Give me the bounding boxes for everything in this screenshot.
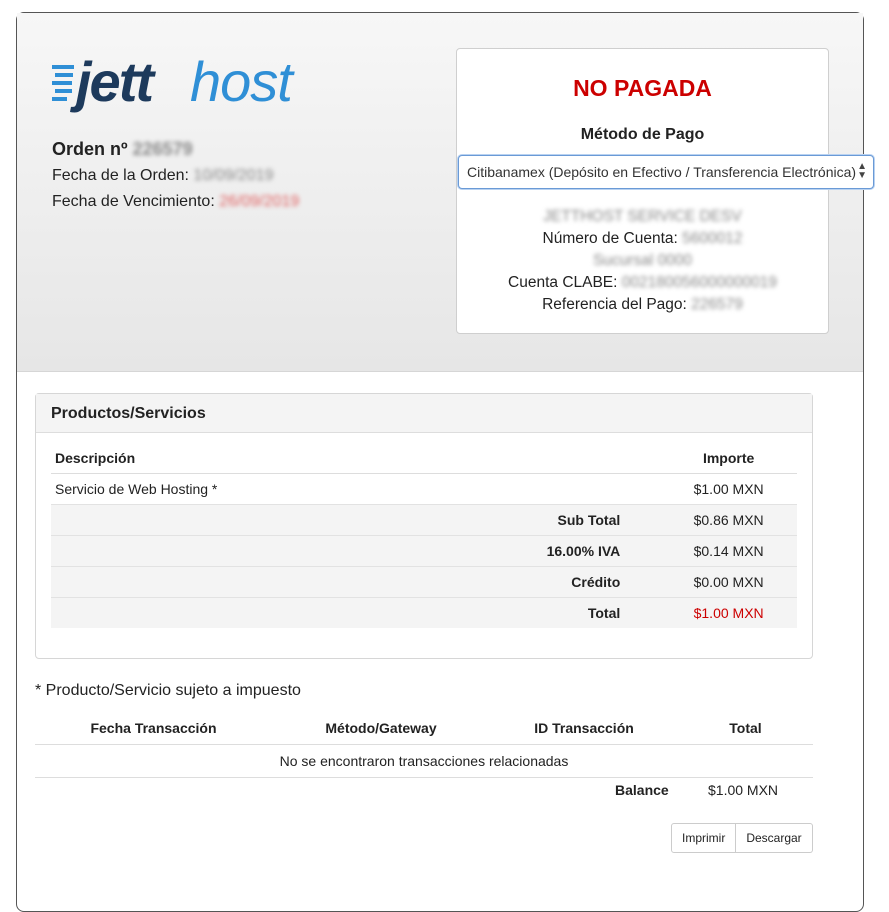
table-row [51,474,797,505]
invoice-header [17,13,867,372]
balance-label: Balance [615,782,669,798]
payment-method-label: Método de Pago [580,126,705,143]
products-table [51,443,797,628]
tx-method-header: Método/Gateway [272,712,490,745]
credit-value: $0.00 MXN [660,567,797,598]
tx-total-header: Total [678,712,813,745]
tax-note: * Producto/Servicio sujeto a impuesto [35,682,301,699]
total-label: Total [51,598,660,629]
due-date-label: Fecha de Vencimiento: [52,193,215,210]
products-table-header [51,443,797,474]
account-label: Número de Cuenta: [542,230,678,247]
order-date-value: 10/09/2019 [193,167,274,184]
item-amount: $1.00 MXN [660,474,797,505]
transactions-header [35,712,813,745]
tax-value: $0.14 MXN [660,536,797,567]
payment-status: NO PAGADA [573,75,712,101]
order-date [52,167,299,185]
total-value: $1.00 MXN [660,598,797,629]
order-number-label: Orden nº [52,139,128,159]
tx-id-header: ID Transacción [490,712,678,745]
payment-method-select[interactable] [458,155,874,189]
tax-row [51,536,797,567]
clabe-value: 002180056000000019 [621,274,777,291]
tax-label: 16.00% IVA [51,536,660,567]
table-row [35,745,813,778]
logo-speed-lines-icon [52,65,74,101]
tx-empty-message: No se encontraron transacciones relacionadas [35,745,813,778]
transactions-table [35,712,813,778]
svg-text:jett: jett [76,50,152,113]
payment-box [456,48,867,334]
order-info [52,139,299,219]
products-panel [35,393,813,659]
products-panel-title: Productos/Servicios [36,394,812,433]
credit-label: Crédito [51,567,660,598]
print-button[interactable]: Imprimir [671,823,736,853]
total-row [51,598,797,629]
reference-value: 226579 [691,296,743,313]
tx-date-header: Fecha Transacción [35,712,272,745]
item-description: Servicio de Web Hosting * [51,474,660,505]
order-due-date [52,193,299,211]
bank-details [457,206,828,316]
balance-value: $1.00 MXN [708,782,779,798]
order-number-value: 226579 [132,139,193,159]
subtotal-label: Sub Total [51,505,660,536]
account-value: 5600012 [682,230,743,247]
action-buttons [671,823,813,853]
order-number [52,139,299,160]
subtotal-value: $0.86 MXN [660,505,797,536]
payment-method-selected: Citibanamex (Depósito en Efectivo / Transferencia Electrónica) [467,164,857,180]
select-arrows-icon: ▲ ▼ [857,161,867,181]
amount-header: Importe [660,443,797,474]
subtotal-row [51,505,797,536]
account-holder: Sucursal 0000 [592,252,693,269]
reference-label: Referencia del Pago: [542,296,687,313]
order-date-label: Fecha de la Orden: [52,167,189,184]
description-header: Descripción [51,443,660,474]
credit-row [51,567,797,598]
svg-text:host: host [190,50,292,113]
jetthost-logo [52,50,342,113]
download-button[interactable]: Descargar [736,823,812,853]
clabe-label: Cuenta CLABE: [508,274,618,291]
due-date-value: 26/09/2019 [219,193,300,210]
bank-name: JETTHOST SERVICE DESV [543,208,742,225]
